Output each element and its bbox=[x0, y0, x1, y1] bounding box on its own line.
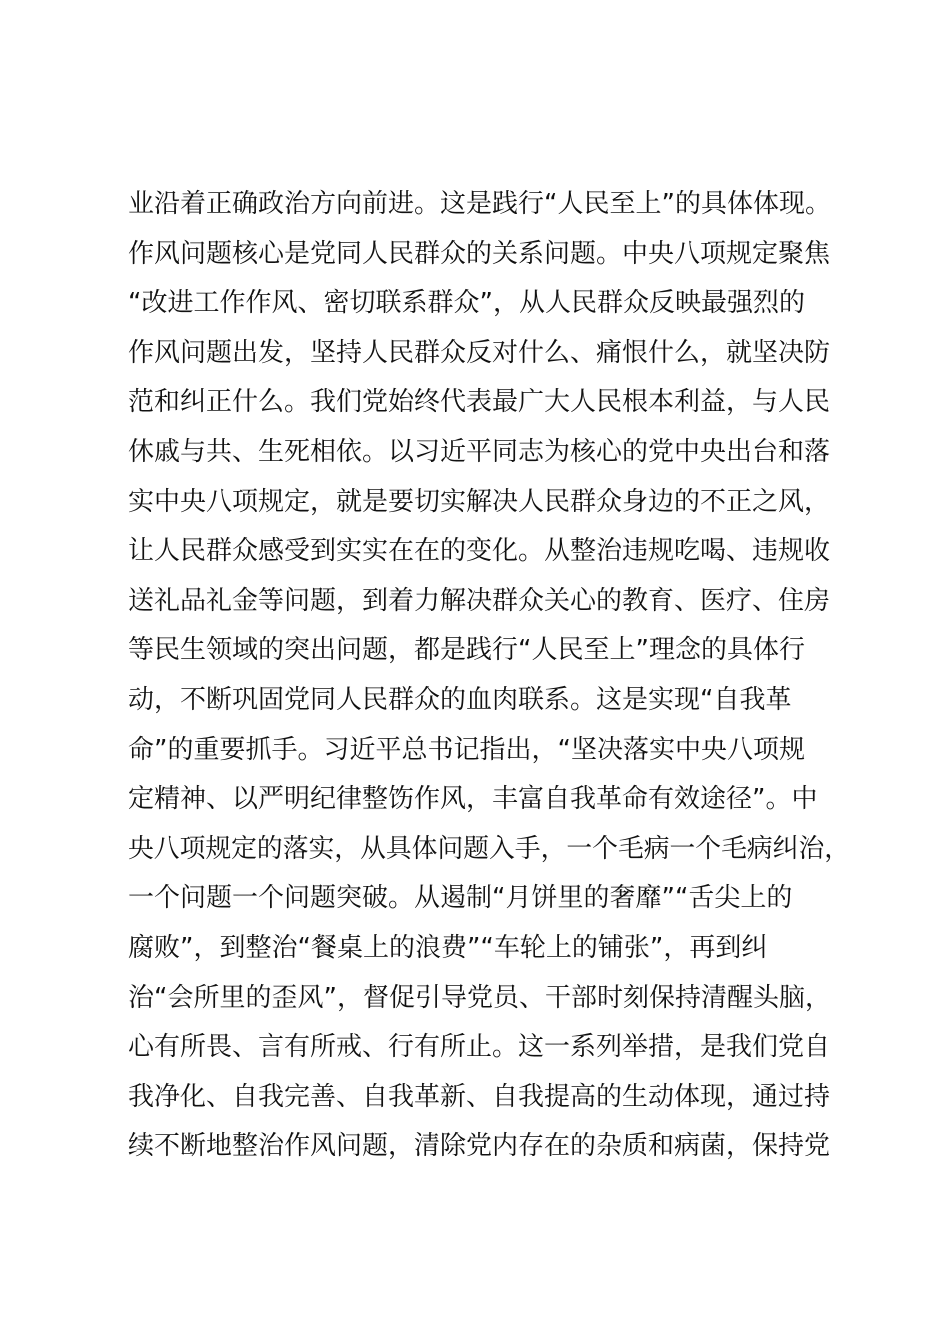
text-line: 休戚与共、生死相依。以习近平同志为核心的党中央出台和落 bbox=[128, 436, 831, 467]
text-line: 业沿着正确政治方向前进。这是践行“人民至上”的具体体现。 bbox=[128, 189, 831, 219]
text-line: 让人民群众感受到实实在在的变化。从整治违规吃喝、违规收 bbox=[128, 536, 831, 567]
text-line: 我净化、自我完善、自我革新、自我提高的生动体现，通过持 bbox=[128, 1081, 831, 1112]
text-line: 作风问题核心是党同人民群众的关系问题。中央八项规定聚焦 bbox=[128, 238, 831, 269]
text-line: 定精神、以严明纪律整饬作风，丰富自我革命有效途径”。中 bbox=[128, 784, 818, 815]
text-line: 动，不断巩固党同人民群众的血肉联系。这是实现“自我革 bbox=[128, 684, 792, 715]
text-line: 治“会所里的歪风”，督促引导党员、干部时刻保持清醒头脑， bbox=[128, 982, 831, 1013]
text-line: 一个问题一个问题突破。从遏制“月饼里的奢靡”“舌尖上的 bbox=[128, 883, 793, 914]
text-line: “改进工作作风、密切联系群众”，从人民群众反映最强烈的 bbox=[128, 288, 805, 319]
text-line: 作风问题出发，坚持人民群众反对什么、痛恨什么，就坚决防 bbox=[128, 337, 831, 368]
text-line: 等民生领域的突出问题，都是践行“人民至上”理念的具体行 bbox=[128, 635, 805, 666]
body-text bbox=[128, 180, 851, 1172]
text-line: 续不断地整治作风问题，清除党内存在的杂质和病菌，保持党 bbox=[128, 1131, 831, 1162]
text-line: 腐败”，到整治“餐桌上的浪费”“车轮上的铺张”，再到纠 bbox=[128, 932, 768, 963]
text-line: 央八项规定的落实，从具体问题入手，一个毛病一个毛病纠治， bbox=[128, 833, 851, 864]
text-line: 命”的重要抓手。习近平总书记指出，“坚决落实中央八项规 bbox=[128, 734, 805, 765]
text-line: 心有所畏、言有所戒、行有所止。这一系列举措，是我们党自 bbox=[128, 1032, 831, 1063]
text-line: 送礼品礼金等问题，到着力解决群众关心的教育、医疗、住房 bbox=[128, 585, 831, 616]
text-line: 范和纠正什么。我们党始终代表最广大人民根本利益，与人民 bbox=[128, 387, 831, 418]
text-line: 实中央八项规定，就是要切实解决人民群众身边的不正之风， bbox=[128, 486, 831, 517]
